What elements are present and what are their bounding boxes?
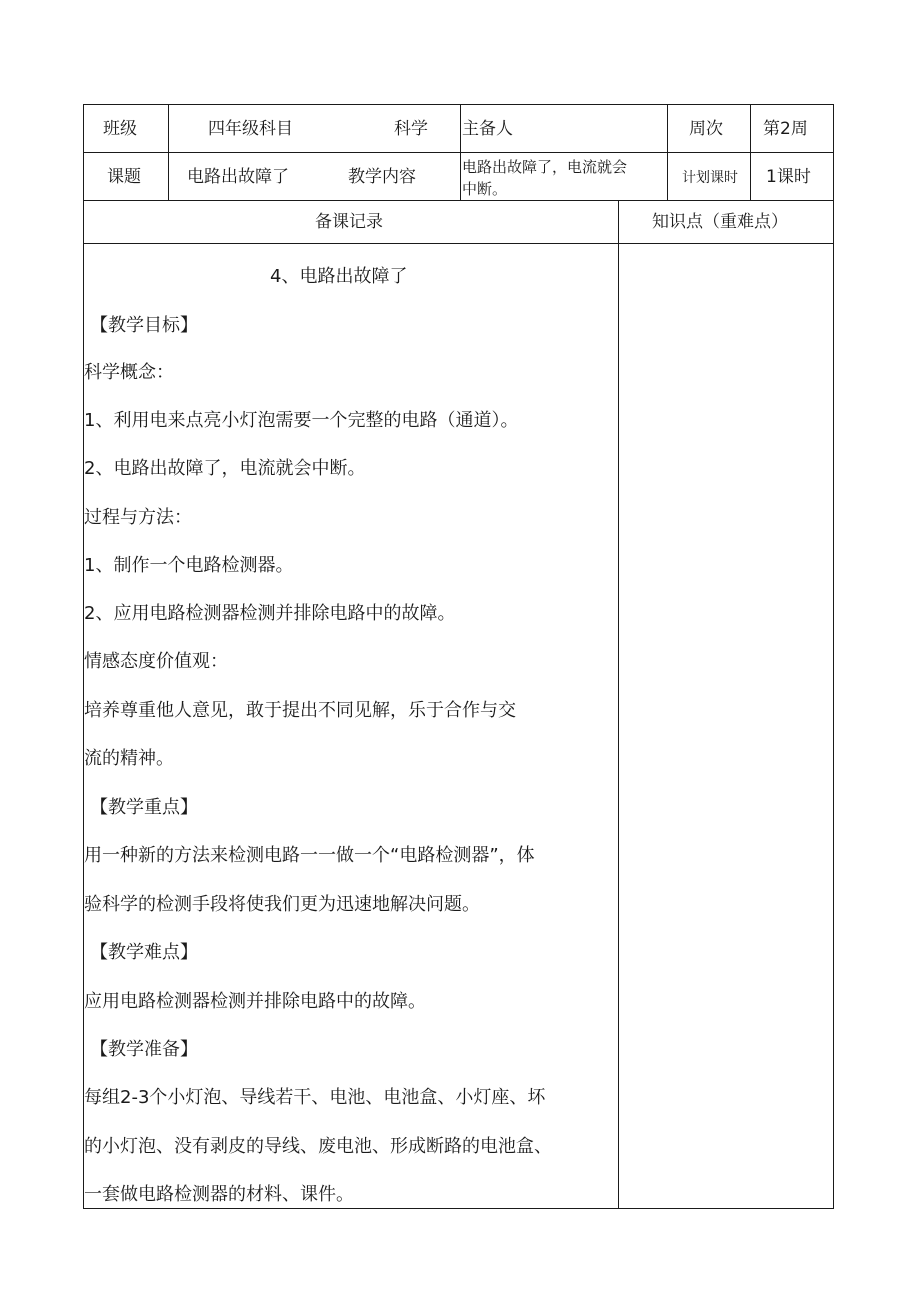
content-value-line1: 电路出故障了，电流就会 [462, 158, 628, 176]
process-1: 1、制作一个电路检测器。 [84, 555, 294, 576]
difficulty-text: 应用电路检测器检测并排除电路中的故障。 [84, 991, 426, 1012]
concept-1: 1、利用电来点亮小灯泡需要一个完整的电路（通道）。 [84, 410, 519, 431]
record-label: 备课记录 [315, 212, 383, 232]
topic-label: 课题 [107, 167, 141, 187]
key-line-2: 验科学的检测手段将使我们更为迅速地解决问题。 [84, 894, 480, 915]
class-label: 班级 [103, 119, 137, 139]
column-divider-a [168, 104, 169, 200]
plan-hours-label: 计划课时 [682, 170, 738, 186]
key-line-1: 用一种新的方法来检测电路一一做一个“电路检测器”，体 [84, 845, 535, 866]
key-heading: 【教学重点】 [90, 797, 198, 818]
process-label: 过程与方法： [84, 507, 192, 528]
preparer-label: 主备人 [462, 119, 513, 139]
concept-2: 2、电路出故障了，电流就会中断。 [84, 458, 366, 479]
attitude-line-1: 培养尊重他人意见，敢于提出不同见解，乐于合作与交 [84, 700, 516, 721]
prep-line-3: 一套做电路检测器的材料、课件。 [84, 1184, 354, 1205]
plan-hours-value: 1课时 [766, 167, 811, 187]
table-border-top [83, 104, 834, 105]
table-row-divider-1 [83, 152, 834, 153]
prep-line-2: 的小灯泡、没有剥皮的导线、废电池、形成断路的电池盒、 [84, 1136, 552, 1157]
attitude-label: 情感态度价值观： [84, 651, 228, 672]
week-label: 周次 [689, 119, 723, 139]
table-border-bottom [83, 1208, 834, 1209]
prep-line-1: 每组2-3个小灯泡、导线若干、电池、电池盒、小灯座、坏 [84, 1087, 546, 1108]
subject-value: 科学 [394, 119, 428, 139]
topic-value: 电路出故障了 [187, 167, 289, 187]
column-divider-c [667, 104, 668, 200]
knowledge-label: 知识点（重难点） [652, 212, 788, 232]
column-divider-b [460, 104, 461, 200]
week-value: 第2周 [763, 119, 808, 139]
prep-heading: 【教学准备】 [90, 1039, 198, 1060]
table-border-right [833, 104, 834, 1209]
column-divider-d [750, 104, 751, 200]
content-value-line2: 中断。 [462, 180, 508, 198]
table-row-divider-3 [83, 243, 834, 244]
column-divider-main [618, 200, 619, 1208]
grade-subject-label: 四年级科目 [208, 119, 293, 139]
goals-heading: 【教学目标】 [90, 315, 198, 336]
difficulty-heading: 【教学难点】 [90, 942, 198, 963]
concepts-label: 科学概念： [84, 362, 174, 383]
process-2: 2、应用电路检测器检测并排除电路中的故障。 [84, 603, 456, 624]
attitude-line-2: 流的精神。 [84, 748, 174, 769]
table-row-divider-2 [83, 200, 834, 201]
lesson-title: 4、电路出故障了 [270, 266, 408, 287]
content-label: 教学内容 [348, 167, 416, 187]
